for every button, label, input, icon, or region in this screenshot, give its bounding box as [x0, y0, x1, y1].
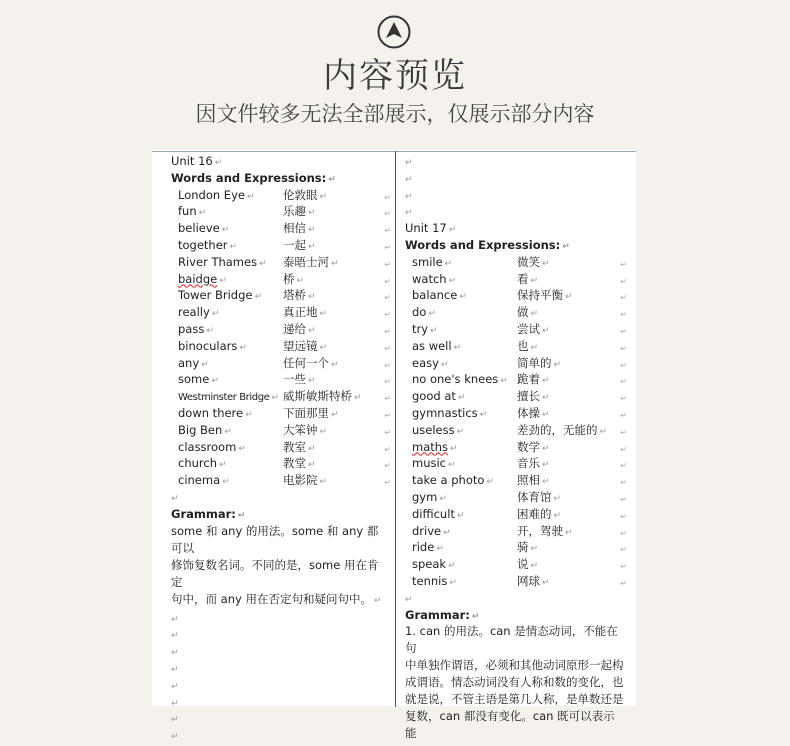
page-top-rule [152, 151, 636, 152]
word-english: watch [412, 271, 447, 286]
word-row: speak ↵ 说 ↵ ↵ [405, 556, 625, 573]
word-row: watch ↵ 看 ↵ ↵ [405, 271, 625, 288]
word-row: River Thames ↵ 泰晤士河 ↵ ↵ [171, 254, 389, 271]
word-english: speak [412, 557, 447, 572]
word-chinese: 数学 [517, 439, 540, 454]
cell-end-mark-icon: ↵ [384, 209, 391, 219]
word-english: any [178, 355, 200, 370]
word-row: Big Ben ↵ 大笨钟 ↵ ↵ [171, 422, 389, 439]
word-chinese: 擅长 [517, 389, 540, 404]
paragraph-mark-icon: ↵ [471, 611, 480, 622]
paragraph-mark-icon: ↵ [171, 493, 179, 504]
word-english: take a photo [412, 473, 485, 488]
cell-end-mark-icon: ↵ [384, 394, 391, 404]
word-english: balance [412, 288, 458, 303]
word-row: some ↵ 一些 ↵ ↵ [171, 371, 389, 388]
paragraph-mark-icon: ↵ [405, 191, 413, 202]
word-row: gym ↵ 体育馆 ↵ ↵ [405, 489, 625, 506]
grammar-line: 就是说，不管主语是第几人称，是单数还是 [405, 692, 624, 707]
word-chinese: 电影院 [283, 473, 318, 488]
word-row: easy ↵ 简单的 ↵ ↵ [405, 355, 625, 372]
grammar-line: 中单独作谓语，必须和其他动词原形一起构 [405, 658, 624, 673]
word-chinese: 泰晤士河 [283, 254, 329, 269]
cell-end-mark-icon: ↵ [384, 310, 391, 320]
word-row: take a photo ↵ 照相 ↵ ↵ [405, 472, 625, 489]
cell-end-mark-icon: ↵ [620, 276, 627, 286]
word-row: music ↵ 音乐 ↵ ↵ [405, 455, 625, 472]
paragraph-mark-icon: ↵ [562, 241, 570, 252]
word-row: really ↵ 真正地 ↵ ↵ [171, 304, 389, 321]
grammar-line: 成谓语。情态动词没有人称和数的变化，也 [405, 675, 624, 690]
cell-end-mark-icon: ↵ [384, 259, 391, 269]
word-english: some [178, 372, 210, 387]
word-row: balance ↵ 保持平衡 ↵ ↵ [405, 287, 625, 304]
cell-end-mark-icon: ↵ [620, 528, 627, 538]
word-english: drive [412, 523, 442, 538]
word-chinese: 一起 [283, 237, 306, 252]
word-english: pass [178, 321, 205, 336]
paragraph-mark-icon: ↵ [171, 664, 179, 675]
word-english: useless [412, 422, 455, 437]
grammar-line: 修饰复数名词。不同的是，some 用在肯定 [171, 557, 379, 589]
cell-end-mark-icon: ↵ [620, 545, 627, 555]
cell-end-mark-icon: ↵ [384, 377, 391, 387]
word-row: try ↵ 尝试 ↵ ↵ [405, 321, 625, 338]
cell-end-mark-icon: ↵ [384, 326, 391, 336]
word-chinese: 教堂 [283, 456, 306, 471]
word-english: baidge [178, 271, 218, 286]
word-chinese: 保持平衡 [517, 288, 563, 303]
word-english: no one's knees [412, 372, 499, 387]
word-chinese: 跪着 [517, 372, 540, 387]
word-chinese: 体育馆 [517, 489, 552, 504]
word-row: any ↵ 任何一个 ↵ ↵ [171, 355, 389, 372]
word-english: ride [412, 540, 435, 555]
paragraph-mark-icon: ↵ [328, 174, 336, 185]
word-chinese: 微笑 [517, 254, 540, 269]
grammar-text [405, 623, 625, 742]
word-english: try [412, 321, 429, 336]
unit-title: Unit 16 [171, 154, 213, 168]
word-row: ride ↵ 骑 ↵ ↵ [405, 539, 625, 556]
word-english: binoculars [178, 338, 238, 353]
word-chinese: 乐趣 [283, 204, 306, 219]
word-english: church [178, 456, 217, 471]
cell-end-mark-icon: ↵ [620, 511, 627, 521]
word-english: difficult [412, 506, 455, 521]
word-row: difficult ↵ 困难的 ↵ ↵ [405, 506, 625, 523]
word-chinese: 做 [517, 305, 529, 320]
word-row: do ↵ 做 ↵ ↵ [405, 304, 625, 321]
cell-end-mark-icon: ↵ [620, 410, 627, 420]
word-chinese: 简单的 [517, 355, 552, 370]
left-column [171, 153, 389, 744]
word-english: Big Ben [178, 422, 223, 437]
word-chinese: 开，驾驶 [517, 523, 563, 538]
grammar-text [171, 523, 389, 610]
cell-end-mark-icon: ↵ [384, 276, 391, 286]
word-row: believe ↵ 相信 ↵ ↵ [171, 220, 389, 237]
word-row: useless ↵ 差劲的，无能的 ↵ ↵ [405, 422, 625, 439]
paragraph-mark-icon: ↵ [405, 208, 413, 219]
word-row: gymnastics ↵ 体操 ↵ ↵ [405, 405, 625, 422]
word-chinese: 威斯敏斯特桥 [283, 389, 352, 404]
paragraph-mark-icon: ↵ [171, 698, 179, 709]
cell-end-mark-icon: ↵ [620, 427, 627, 437]
cell-end-mark-icon: ↵ [620, 494, 627, 504]
word-english: really [178, 305, 210, 320]
word-english: maths [412, 439, 449, 454]
word-english: River Thames [178, 254, 258, 269]
paragraph-mark-icon: ↵ [171, 681, 179, 692]
cell-end-mark-icon: ↵ [620, 562, 627, 572]
word-chinese: 尝试 [517, 321, 540, 336]
cell-end-mark-icon: ↵ [620, 293, 627, 303]
word-row: tennis ↵ 网球 ↵ ↵ [405, 573, 625, 590]
cell-end-mark-icon: ↵ [620, 377, 627, 387]
paragraph-mark-icon: ↵ [171, 715, 179, 726]
word-chinese: 递给 [283, 321, 306, 336]
word-chinese: 教室 [283, 439, 306, 454]
word-chinese: 一些 [283, 372, 306, 387]
word-chinese: 差劲的，无能的 [517, 422, 598, 437]
word-english: do [412, 305, 427, 320]
word-english: fun [178, 204, 197, 219]
cell-end-mark-icon: ↵ [620, 326, 627, 336]
cell-end-mark-icon: ↵ [620, 259, 627, 269]
cell-end-mark-icon: ↵ [620, 461, 627, 471]
word-chinese: 相信 [283, 221, 306, 236]
word-english: believe [178, 221, 220, 236]
word-english: down there [178, 405, 244, 420]
grammar-line: 1. can 的用法。can 是情态动词，不能在句 [405, 624, 618, 656]
word-row: classroom ↵ 教室 ↵ ↵ [171, 439, 389, 456]
word-chinese: 也 [517, 338, 529, 353]
word-list [405, 254, 625, 590]
cell-end-mark-icon: ↵ [384, 478, 391, 488]
word-chinese: 看 [517, 271, 529, 286]
word-row: Tower Bridge ↵ 塔桥 ↵ ↵ [171, 287, 389, 304]
word-english: good at [412, 389, 456, 404]
word-chinese: 网球 [517, 573, 540, 588]
cell-end-mark-icon: ↵ [384, 360, 391, 370]
cell-end-mark-icon: ↵ [384, 461, 391, 471]
cell-end-mark-icon: ↵ [620, 478, 627, 488]
page-subtitle: 因文件较多无法全部展示，仅展示部分内容 [195, 102, 595, 126]
word-row: drive ↵ 开，驾驶 ↵ ↵ [405, 523, 625, 540]
cell-end-mark-icon: ↵ [620, 310, 627, 320]
word-row: as well ↵ 也 ↵ ↵ [405, 338, 625, 355]
paragraph-mark-icon: ↵ [448, 225, 457, 236]
word-list [171, 187, 389, 489]
cell-end-mark-icon: ↵ [384, 410, 391, 420]
cell-end-mark-icon: ↵ [620, 394, 627, 404]
word-chinese: 桥 [283, 271, 295, 286]
grammar-heading: Grammar: [171, 506, 236, 521]
word-english: music [412, 456, 447, 471]
cell-end-mark-icon: ↵ [384, 226, 391, 236]
word-row: cinema ↵ 电影院 ↵ ↵ [171, 472, 389, 489]
word-row: maths ↵ 数学 ↵ ↵ [405, 439, 625, 456]
word-row: down there ↵ 下面那里 ↵ ↵ [171, 405, 389, 422]
word-english: cinema [178, 473, 221, 488]
word-chinese: 体操 [517, 405, 540, 420]
grammar-line: 复数，can 都没有变化。can 既可以表示能 [405, 709, 615, 741]
paragraph-mark-icon: ↵ [171, 648, 179, 659]
word-english: as well [412, 338, 452, 353]
grammar-heading: Grammar: [405, 607, 470, 622]
document-preview [152, 150, 636, 743]
paragraph-mark-icon: ↵ [171, 732, 179, 743]
column-divider [395, 151, 396, 707]
up-arrow-logo-icon [377, 15, 411, 49]
paragraph-mark-icon: ↵ [405, 158, 413, 168]
word-english: tennis [412, 573, 448, 588]
word-english: easy [412, 355, 439, 370]
cell-end-mark-icon: ↵ [620, 578, 627, 588]
word-chinese: 困难的 [517, 506, 552, 521]
word-row: smile ↵ 微笑 ↵ ↵ [405, 254, 625, 271]
words-heading: Words and Expressions: [405, 237, 561, 252]
word-chinese: 音乐 [517, 456, 540, 471]
word-chinese: 说 [517, 557, 529, 572]
word-row: fun ↵ 乐趣 ↵ ↵ [171, 203, 389, 220]
paragraph-mark-icon: ↵ [171, 631, 179, 642]
word-english: Tower Bridge [178, 288, 253, 303]
unit-title: Unit 17 [405, 221, 447, 236]
word-chinese: 骑 [517, 540, 529, 555]
cell-end-mark-icon: ↵ [384, 427, 391, 437]
word-english: gym [412, 489, 438, 504]
cell-end-mark-icon: ↵ [620, 360, 627, 370]
cell-end-mark-icon: ↵ [620, 343, 627, 353]
word-row: Westminster Bridge ↵ 威斯敏斯特桥 ↵ ↵ [171, 388, 389, 405]
word-row: baidge ↵ 桥 ↵ ↵ [171, 271, 389, 288]
cell-end-mark-icon: ↵ [384, 444, 391, 454]
word-chinese: 大笨钟 [283, 422, 318, 437]
word-english: London Eye [178, 187, 245, 202]
word-chinese: 塔桥 [283, 288, 306, 303]
word-row: church ↵ 教堂 ↵ ↵ [171, 455, 389, 472]
word-row: together ↵ 一起 ↵ ↵ [171, 237, 389, 254]
cell-end-mark-icon: ↵ [620, 444, 627, 454]
paragraph-mark-icon: ↵ [237, 510, 246, 521]
word-chinese: 望远镜 [283, 338, 318, 353]
cell-end-mark-icon: ↵ [384, 343, 391, 353]
word-row: no one's knees ↵ 跪着 ↵ ↵ [405, 371, 625, 388]
paragraph-mark-icon: ↵ [171, 614, 179, 625]
word-english: together [178, 237, 228, 252]
right-column [405, 153, 625, 742]
grammar-line: some 和 any 的用法。some 和 any 都可以 [171, 523, 379, 555]
page-title: 内容预览 [323, 56, 467, 96]
word-chinese: 真正地 [283, 305, 318, 320]
word-row: pass ↵ 递给 ↵ ↵ [171, 321, 389, 338]
word-chinese: 照相 [517, 473, 540, 488]
words-heading: Words and Expressions: [171, 170, 327, 185]
paragraph-mark-icon: ↵ [214, 158, 223, 168]
word-row: binoculars ↵ 望远镜 ↵ ↵ [171, 338, 389, 355]
word-row: good at ↵ 擅长 ↵ ↵ [405, 388, 625, 405]
word-chinese: 任何一个 [283, 355, 329, 370]
cell-end-mark-icon: ↵ [384, 242, 391, 252]
cell-end-mark-icon: ↵ [384, 293, 391, 303]
cell-end-mark-icon: ↵ [384, 192, 391, 202]
word-english: smile [412, 254, 443, 269]
word-english: gymnastics [412, 405, 478, 420]
word-english: classroom [178, 439, 237, 454]
word-chinese: 下面那里 [283, 405, 329, 420]
grammar-line: 句中，而 any 用在否定句和疑问句中。 ↵ [171, 591, 382, 606]
paragraph-mark-icon: ↵ [405, 174, 413, 185]
word-english: Westminster Bridge [178, 392, 270, 404]
paragraph-mark-icon: ↵ [405, 594, 413, 605]
word-row: London Eye ↵ 伦敦眼 ↵ ↵ [171, 187, 389, 204]
word-chinese: 伦敦眼 [283, 187, 318, 202]
